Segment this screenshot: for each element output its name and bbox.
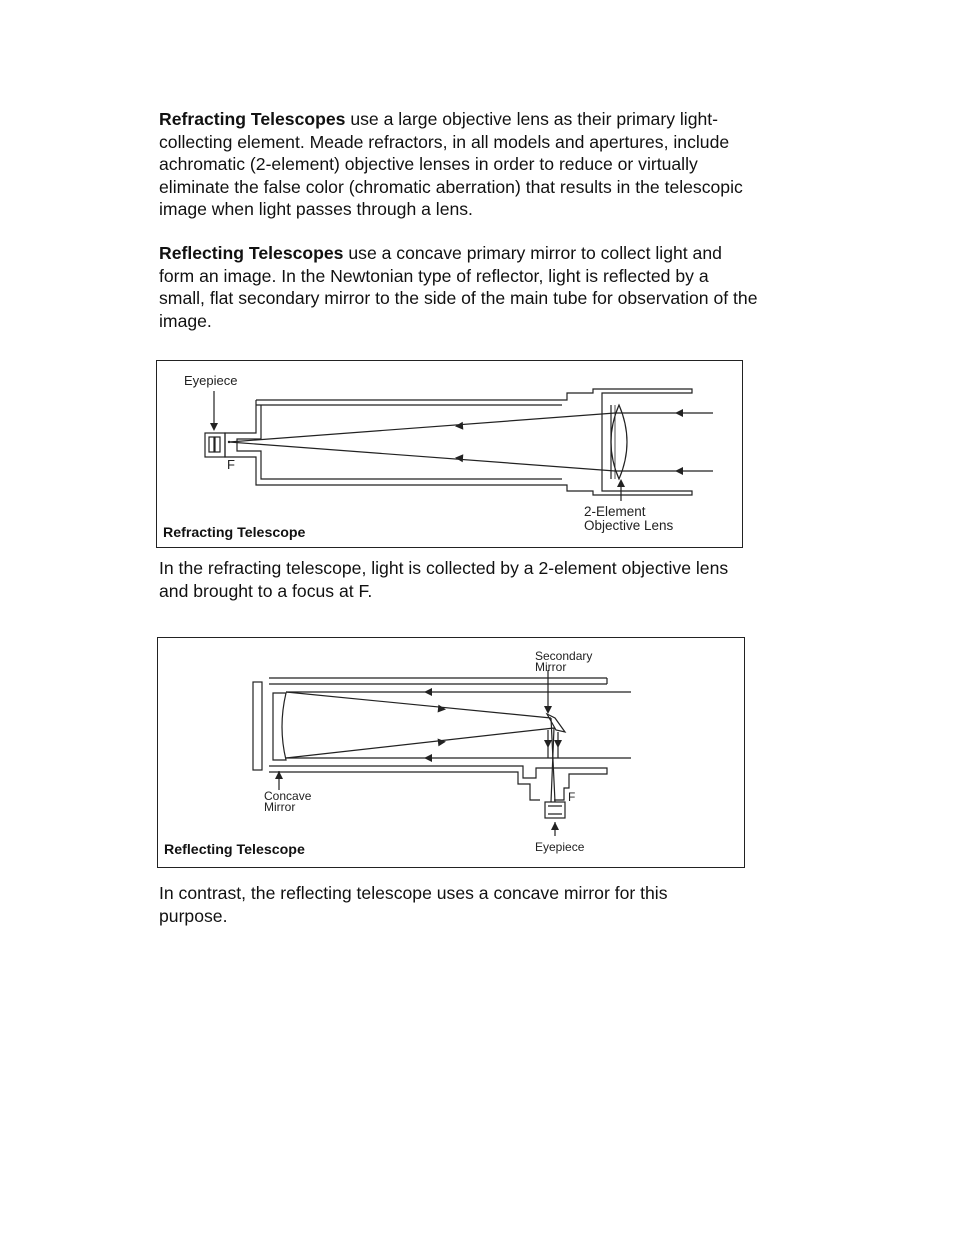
secondary-label-line1: Secondary bbox=[535, 649, 593, 663]
concave-mirror bbox=[273, 693, 286, 760]
secondary-mirror bbox=[547, 714, 565, 732]
secondary-label-line2: Mirror bbox=[535, 660, 567, 674]
concave-label-line2: Mirror bbox=[264, 800, 296, 814]
reflector-focus-label: F bbox=[568, 790, 576, 804]
refracting-body: use a large objective lens as their primary light-collecting element. Meade refractors, in all models and apertures, include achromatic (2-element) objective lenses in order to reduce or virtually eliminate the false color (chromatic aberration) that results in the telescopic image when light passes through a lens. bbox=[159, 109, 743, 219]
refractor-caption: Refracting Telescope bbox=[163, 525, 306, 541]
refractor-tube-top bbox=[256, 389, 692, 405]
reflector-tube-bottom bbox=[269, 766, 607, 800]
reflector-caption: Reflecting Telescope bbox=[164, 842, 305, 858]
reflecting-body: use a concave primary mirror to collect light and form an image. In the Newtonian type of reflector, light is reflected by a small, flat secondary mirror to the side of the main tube for observation of the image. bbox=[159, 243, 758, 331]
objective-lens bbox=[611, 405, 627, 479]
reflector-description: In contrast, the reflecting telescope uses a concave mirror for this purpose. bbox=[159, 883, 668, 926]
reflector-diagram bbox=[158, 638, 746, 869]
refractor-diagram bbox=[157, 361, 744, 549]
reflecting-paragraph bbox=[159, 242, 759, 332]
focus-label: F bbox=[227, 457, 235, 472]
refracting-paragraph bbox=[159, 108, 759, 221]
reflecting-heading: Reflecting Telescopes bbox=[159, 243, 344, 263]
lens-label-line2: Objective Lens bbox=[584, 518, 674, 533]
lens-label-line1: 2-Element bbox=[584, 504, 646, 519]
concave-label-line1: Concave bbox=[264, 789, 312, 803]
reflector-eyepiece bbox=[545, 802, 565, 818]
refracting-heading: Refracting Telescopes bbox=[159, 109, 346, 129]
refractor-description: In the refracting telescope, light is collected by a 2-element objective lens and brought to a focus at F. bbox=[159, 558, 729, 601]
eyepiece-label: Eyepiece bbox=[184, 373, 238, 388]
back-plate bbox=[253, 682, 262, 770]
reflector-figure bbox=[157, 637, 745, 868]
refractor-figure bbox=[156, 360, 743, 548]
reflector-eyepiece-label: Eyepiece bbox=[535, 840, 585, 854]
